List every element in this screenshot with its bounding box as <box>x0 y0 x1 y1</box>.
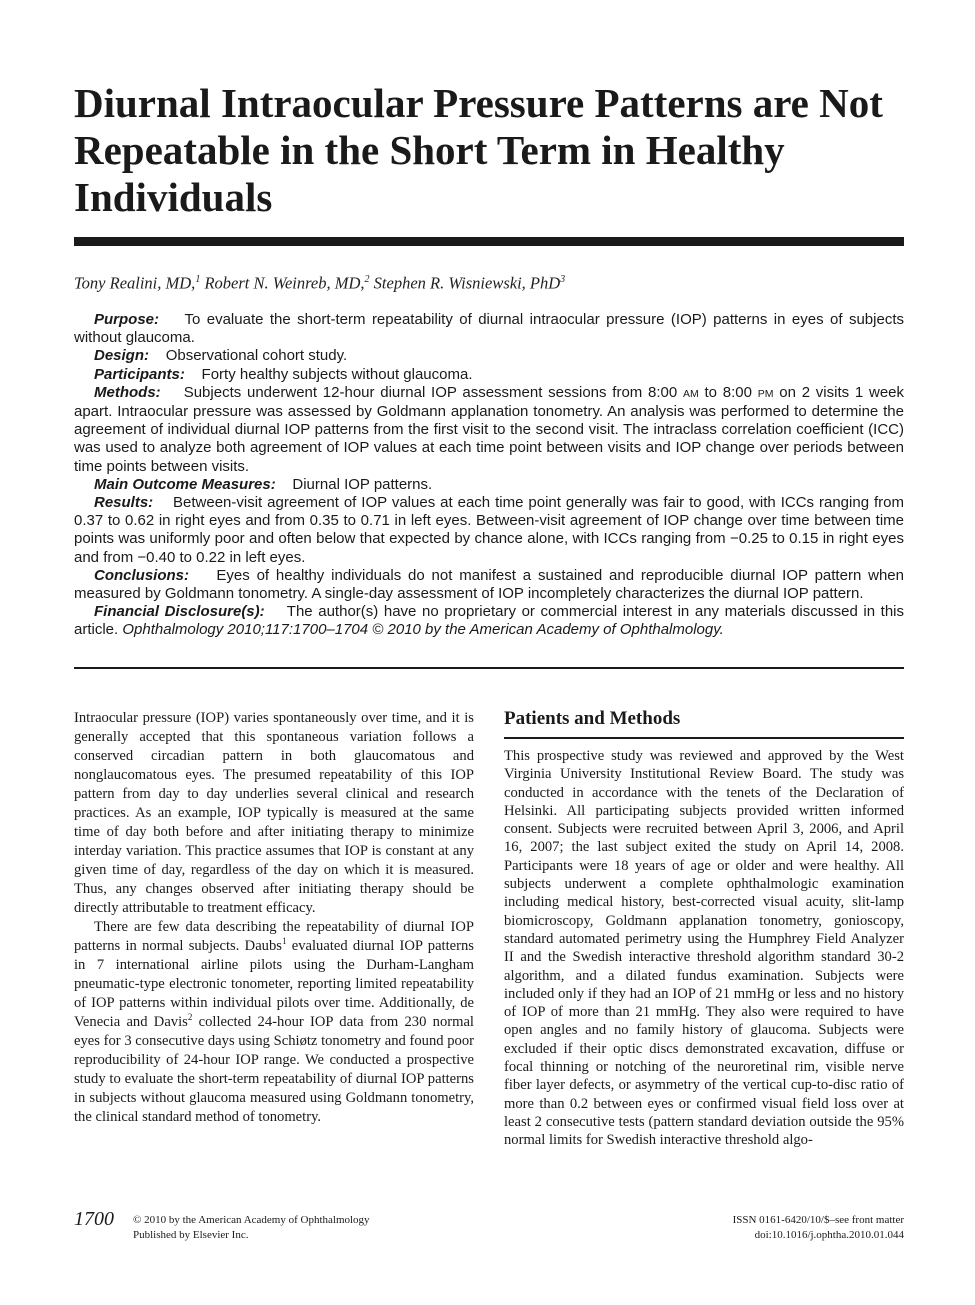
body-paragraph: This prospective study was reviewed and approved by the West Virginia University Institutional Review Board. The study was conducted in accordance with the tenets of the Declaration of Helsinki. All participating subjects provided written informed consent. Subjects were recruited between April 3, 2006, and April 16, 2007; the last subject exited the study on April 14, 2008. Participants were 18 years of age or older and were healthy. All subjects underwent a complete ophthalmologic examination including medical history, best-corrected visual acuity, slit-lamp biomicroscopy, Goldmann applanation tonometry, gonioscopy, standard automated perimetry using the Humphrey Field Analyzer II and the Swedish interactive threshold algorithm standard 30-2 algorithm, and a dilated fundus examination. Subjects were included only if they had an IOP of 21 mmHg or less and no history of IOP of more than 21 mmHg. They also were required to have open angles and no family history of glaucoma. Subjects were excluded if their optic discs demonstrated excavation, diffuse or focal thinning or notching of the neuroretinal rim, visible nerve fiber layer defects, or asymmetry of the vertical cup-to-disc ratio of more than 0.2 between eyes or confirmed visual field loss over at least 2 consecutive tests (pattern standard deviation outside the 95% normal limits for Swedish interactive threshold algo- <box>504 748 904 1149</box>
abstract-label: Methods: <box>94 383 161 401</box>
abstract-purpose: Purpose: To evaluate the short-term repeatability of diurnal intraocular pressure (IOP) patterns in eyes of subjects without glaucoma. <box>74 311 904 347</box>
footer-publisher <box>133 1213 370 1243</box>
author-affiliation-ref: 2 <box>364 274 370 285</box>
page-number: 1700 <box>74 1208 114 1230</box>
author-name: Robert N. Weinreb, MD, <box>204 273 365 293</box>
abstract-label: Purpose: <box>94 311 160 328</box>
author-name: Tony Realini, MD, <box>74 273 196 293</box>
abstract-label: Main Outcome Measures: <box>94 475 276 493</box>
abstract-label: Results: <box>94 494 154 512</box>
abstract <box>74 311 904 640</box>
abstract-participants: Participants: Forty healthy subjects without glaucoma. <box>94 365 473 383</box>
footer-doi: doi:10.1016/j.ophtha.2010.01.044 <box>754 1229 904 1241</box>
reference-marker: 2 <box>187 1012 193 1023</box>
abstract-conclusions: Conclusions: Eyes of healthy individuals do not manifest a sustained and reproducible diurnal IOP pattern when measured by Goldmann tonometry. A single-day assessment of IOP incompletely characterizes the diurnal IOP pattern. <box>74 566 904 603</box>
abstract-methods: Methods: Subjects underwent 12-hour diurnal IOP assessment sessions from 8:00 AM to 8:00 PM on 2 visits 1 week apart. Intraocular pressure was assessed by Goldmann applanation tonometry. An analysis was performed to determine the agreement of individual diurnal IOP patterns from the first visit to the second visit. The intraclass correlation coefficient (ICC) was used to analyze both agreement of IOP values at each time point between visits and IOP change over periods between time points between visits. <box>74 383 905 475</box>
author-affiliation-ref: 1 <box>195 274 201 285</box>
body-paragraph: There are few data describing the repeatability of diurnal IOP patterns in normal subjects. Daubs$^1$ evaluated diurnal IOP patterns in 7 international airline pilots using the Durham-Langham pneumatic-type electronic tonometer, reporting limited repeatability of IOP patterns within individual pilots over time. Additionally, de Venecia and Davis$^2$ collected 24-hour IOP data from 230 normal eyes for 3 consecutive days using Schiøtz tonometry and found poor reproducibility of 24-hour IOP range. We conducted a prospective study to evaluate the short-term repeatability of diurnal IOP patterns in subjects without glaucoma measured using Goldmann tonometry, the clinical standard method of tonometry. <box>74 919 474 1125</box>
abstract-label: Conclusions: <box>94 566 190 584</box>
title-rule <box>74 237 904 246</box>
footer-identifiers <box>733 1213 904 1243</box>
footer-publisher-name: Published by Elsevier Inc. <box>133 1229 249 1241</box>
author-name: Stephen R. Wisniewski, PhD <box>373 273 561 293</box>
abstract-results: Results: Between-visit agreement of IOP values at each time point generally was fair to good, with ICCs ranging from 0.37 to 0.62 in right eyes and from 0.35 to 0.71 in left eyes. Between-visit agreement of IOP change over time between time points was uniformly poor and often below that expected by chance alone, with ICCs ranging from −0.25 to 0.15 in right eyes and from −0.40 to 0.22 in left eyes. <box>74 494 904 566</box>
section-rule <box>504 737 904 739</box>
author-list <box>74 269 904 295</box>
footer-issn: ISSN 0161-6420/10/$–see front matter <box>732 1214 904 1226</box>
abstract-disclosure: Financial Disclosure(s): The author(s) have no proprietary or commercial interest in any materials discussed in this article. Ophthalmology 2010;117:1700–1704 © 2010 by the American Academy of Ophthalmology. <box>74 603 905 639</box>
author-affiliation-ref: 3 <box>560 274 566 285</box>
abstract-label: Design: <box>94 347 150 365</box>
intro-column <box>74 709 474 1127</box>
abstract-outcome: Main Outcome Measures: Diurnal IOP patterns. <box>94 475 433 493</box>
abstract-rule <box>74 667 904 669</box>
body-paragraph: Intraocular pressure (IOP) varies spontaneously over time, and it is generally accepted that this spontaneous variation follows a conserved circadian pattern in both glaucomatous and nonglaucomatous eyes. The presumed repeatability of this IOP pattern from day to day underlies several clinical and research practices. As an example, IOP typically is measured at the same time of day both before and after initiating therapy to minimize interday variation. This practice assumes that IOP is constant at any given time of day, regardless of the day on which it is measured. Thus, any changes observed after initiating therapy should be directly attributable to treatment efficacy. <box>74 710 474 916</box>
footer-copyright: © 2010 by the American Academy of Ophthalmology <box>133 1214 370 1226</box>
methods-column <box>504 747 904 1150</box>
abstract-label: Participants: <box>94 365 185 383</box>
page-title: Diurnal Intraocular Pressure Patterns are Not Repeatable in the Short Term in Healthy Individuals <box>74 80 883 220</box>
abstract-design: Design: Observational cohort study. <box>94 347 348 365</box>
abstract-label: Financial Disclosure(s): <box>94 603 265 621</box>
journal-citation: Ophthalmology 2010;117:1700–1704 © 2010 by the American Academy of Ophthalmology. <box>122 621 724 639</box>
section-heading: Patients and Methods <box>504 708 681 729</box>
reference-marker: 1 <box>281 936 287 947</box>
